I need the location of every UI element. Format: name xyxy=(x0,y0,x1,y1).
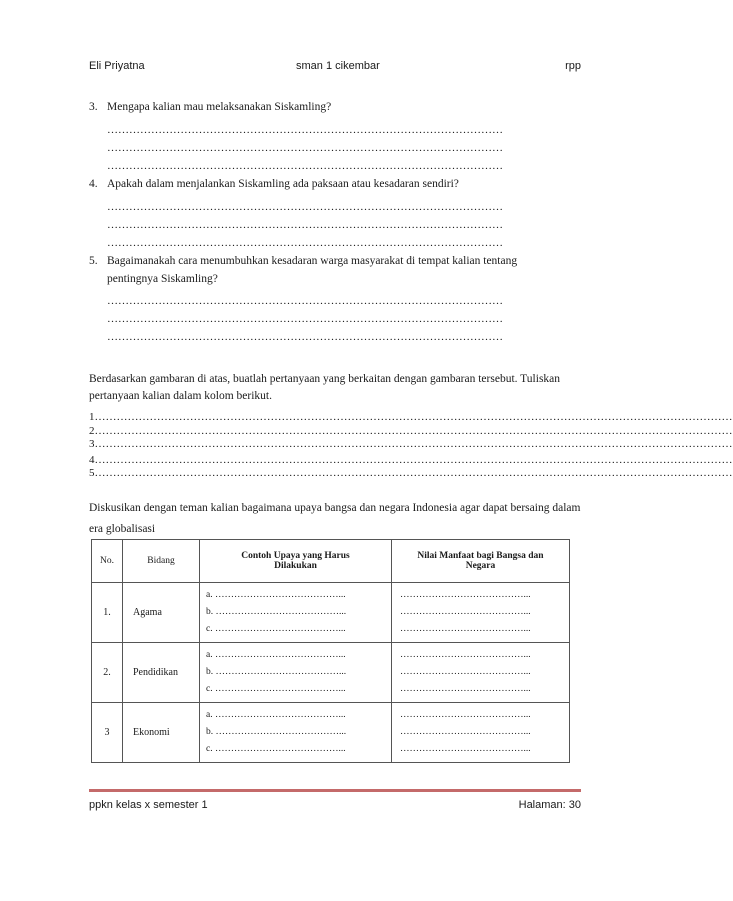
row-contoh: a. …………………………………... b. …………………………………... c. …………………………………... xyxy=(200,583,392,643)
row-nilai: …………………………………... …………………………………... …………………………………... xyxy=(392,583,570,643)
header-school: sman 1 cikembar xyxy=(296,60,380,72)
row-bidang: Pendidikan xyxy=(123,643,200,703)
discussion-line-1: Diskusikan dengan teman kalian bagaimana upaya bangsa dan negara Indonesia agar dapat bersaing dalam xyxy=(89,502,581,514)
row-nilai: …………………………………... …………………………………... …………………………………... xyxy=(392,703,570,763)
col-header-bidang: Bidang xyxy=(123,540,200,583)
question-4 xyxy=(89,176,459,192)
answer-line: ……………………………………………………………………………………………… xyxy=(107,313,503,325)
header-author: Eli Priyatna xyxy=(89,60,145,72)
footer-rule xyxy=(89,789,581,792)
page-footer xyxy=(89,799,581,815)
answer-line: ……………………………………………………………………………………………… xyxy=(107,142,503,154)
table-row xyxy=(92,643,570,703)
instruction-line-2: pertanyaan kalian dalam kolom berikut. xyxy=(89,390,272,402)
table-row xyxy=(92,583,570,643)
row-contoh: a. …………………………………... b. …………………………………... c. …………………………………... xyxy=(200,703,392,763)
discussion-line-2: era globalisasi xyxy=(89,523,156,535)
answer-line: ……………………………………………………………………………………………… xyxy=(107,331,503,343)
row-number: 3 xyxy=(92,703,123,763)
answer-line: ……………………………………………………………………………………………… xyxy=(107,124,503,136)
question-number: 4. xyxy=(89,178,98,190)
question-5 xyxy=(89,253,517,269)
answer-line: ……………………………………………………………………………………………… xyxy=(107,219,503,231)
footer-page-number: Halaman: 30 xyxy=(518,799,581,811)
answer-line: ……………………………………………………………………………………………… xyxy=(107,237,503,249)
row-nilai: …………………………………... …………………………………... …………………………………... xyxy=(392,643,570,703)
question-3 xyxy=(89,99,331,115)
answer-line: ……………………………………………………………………………………………… xyxy=(107,160,503,172)
numbered-line-1: 1………………………………………………………………………………………………………………………………………………………… xyxy=(89,411,733,423)
question-text: Mengapa kalian mau melaksanakan Siskamling? xyxy=(107,101,332,113)
efforts-table xyxy=(91,539,570,763)
row-number: 2. xyxy=(92,643,123,703)
table-row xyxy=(92,703,570,763)
question-text: Apakah dalam menjalankan Siskamling ada paksaan atau kesadaran sendiri? xyxy=(107,178,459,190)
row-contoh: a. …………………………………... b. …………………………………... c. …………………………………... xyxy=(200,643,392,703)
numbered-line-3: 3………………………………………………………………………………………………………………………………………………………… xyxy=(89,438,733,450)
header-doc: rpp xyxy=(565,60,581,72)
question-text-cont: pentingnya Siskamling? xyxy=(107,273,218,285)
row-number: 1. xyxy=(92,583,123,643)
footer-course: ppkn kelas x semester 1 xyxy=(89,799,208,811)
col-header-contoh: Contoh Upaya yang Harus Dilakukan xyxy=(200,540,392,583)
answer-line: ……………………………………………………………………………………………… xyxy=(107,295,503,307)
question-number: 3. xyxy=(89,101,98,113)
answer-line: ……………………………………………………………………………………………… xyxy=(107,201,503,213)
table-header-row xyxy=(92,540,570,583)
numbered-line-2: 2………………………………………………………………………………………………………………………………………………………… xyxy=(89,425,733,437)
col-header-no: No. xyxy=(92,540,123,583)
row-bidang: Agama xyxy=(123,583,200,643)
question-number: 5. xyxy=(89,255,98,267)
instruction-line-1: Berdasarkan gambaran di atas, buatlah pertanyaan yang berkaitan dengan gambaran tersebut. Tuliskan xyxy=(89,373,561,385)
page-header xyxy=(89,60,581,76)
numbered-line-5: 5………………………………………………………………………………………………………………………………………………………… xyxy=(89,467,733,479)
col-header-nilai: Nilai Manfaat bagi Bangsa dan Negara xyxy=(392,540,570,583)
numbered-line-4: 4………………………………………………………………………………………………………………………………………………………… xyxy=(89,454,733,466)
question-text: Bagaimanakah cara menumbuhkan kesadaran warga masyarakat di tempat kalian tentang xyxy=(107,255,518,267)
row-bidang: Ekonomi xyxy=(123,703,200,763)
